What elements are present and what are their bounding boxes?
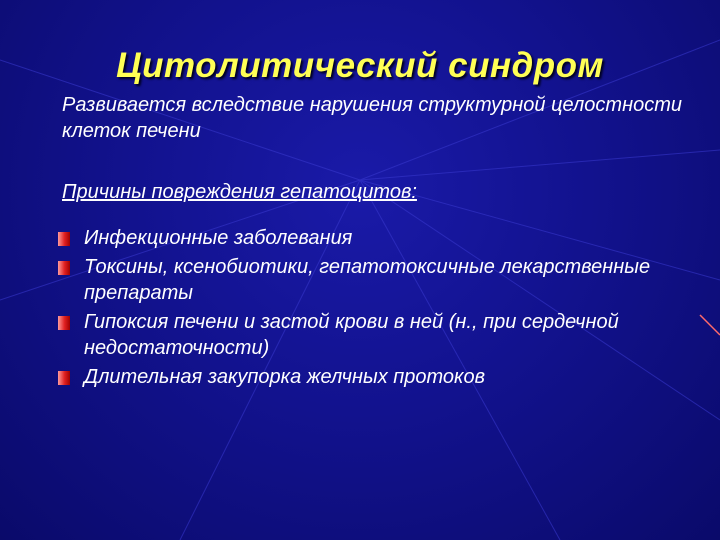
list-item-text: Токсины, ксенобиотики, гепатотоксичные лекарственные препараты (84, 255, 651, 305)
bullet-square-icon (58, 261, 70, 275)
bullet-square-icon (58, 316, 70, 330)
causes-list (58, 225, 658, 393)
list-item-text: Длительная закупорка желчных протоков (84, 365, 486, 388)
list-item (58, 225, 658, 252)
list-item (58, 309, 658, 362)
bullet-square-icon (58, 371, 70, 385)
slide-title: Цитолитический синдром (116, 46, 604, 85)
list-item (58, 364, 658, 391)
list-item-text: Гипоксия печени и застой крови в ней (н., при сердечной недостаточности) (84, 310, 619, 360)
intro-text: Развивается вследствие нарушения структурной целостности клеток печени (62, 94, 682, 142)
causes-heading: Причины повреждения гепатоцитов: (62, 181, 417, 203)
list-item (58, 254, 658, 307)
list-item-text: Инфекционные заболевания (84, 227, 353, 249)
bullet-square-icon (58, 232, 70, 246)
